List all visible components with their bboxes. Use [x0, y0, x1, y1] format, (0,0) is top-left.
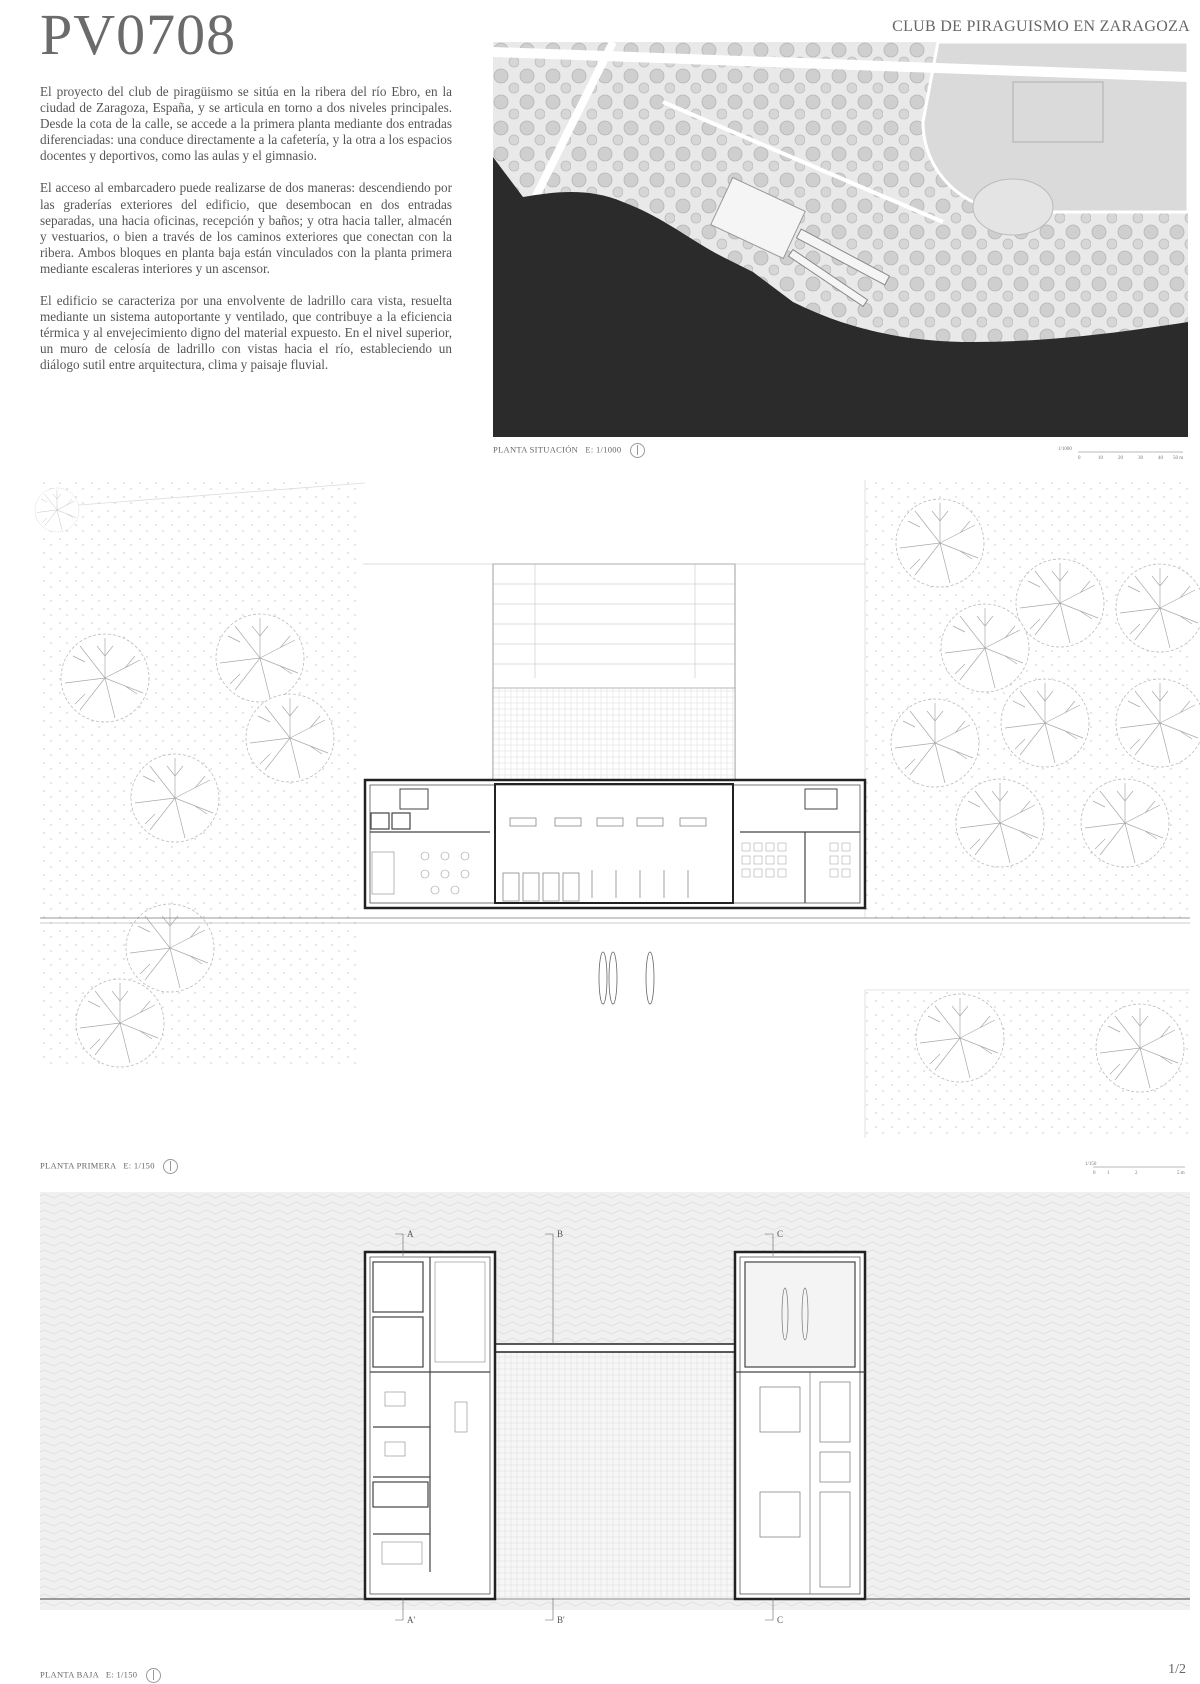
section-mark-b-prime: B'	[557, 1615, 565, 1625]
section-mark-a: A	[407, 1229, 414, 1239]
project-description	[40, 84, 452, 390]
ground-floor-caption	[40, 1668, 161, 1683]
site-plan-title: PLANTA SITUACIÓN	[493, 444, 579, 455]
ground-floor-plan	[40, 1192, 1190, 1625]
first-floor-scalebar-tick: 1	[1107, 1171, 1110, 1176]
first-floor-plan	[40, 478, 1190, 1153]
site-scalebar-tick: 30	[1138, 456, 1143, 461]
site-plan-caption	[493, 443, 645, 458]
description-paragraph-3: El edificio se caracteriza por una envolvente de ladrillo cara vista, resuelta mediante un sistema autoportante y ventilado, que contribuye a la eficiencia térmica y al envejecimiento digno del material expuesto. En el nivel superior, un muro de celosía de ladrillo con vistas hacia el río, estableciendo un diálogo sutil entre arquitectura, clima y paisaje fluvial.	[40, 293, 452, 373]
site-scalebar-tick: 0	[1078, 456, 1081, 461]
first-floor-title: PLANTA PRIMERA	[40, 1160, 117, 1171]
north-arrow-icon	[630, 443, 645, 458]
site-plan	[493, 42, 1188, 437]
description-paragraph-1: El proyecto del club de piragüismo se sitúa en la ribera del río Ebro, en la ciudad de Zaragoza, España, y se articula en torno a dos niveles principales. Desde la cota de la calle, se accede a la primera planta mediante dos entradas diferenciadas: una conduce directamente a la cafetería, y la otra a los espacios docentes y deportivos, como las aulas y el gimnasio.	[40, 84, 452, 164]
page-number: 1/2	[1168, 1662, 1186, 1677]
site-scalebar	[1058, 445, 1190, 461]
first-floor-caption	[40, 1159, 178, 1174]
section-mark-c: C	[777, 1229, 784, 1239]
description-paragraph-2: El acceso al embarcadero puede realizarse de dos maneras: descendiendo por las graderías exteriores del edificio, que desembocan en dos entradas separadas, una hacia oficinas, recepción y baños; y otra hacia taller, almacén y vestuarios, o bien a través de los caminos exteriores que conectan con la ribera. Ambos bloques en planta baja están vinculados con la planta primera mediante escaleras interiores y un ascensor.	[40, 180, 452, 276]
ground-floor-title: PLANTA BAJA	[40, 1669, 99, 1680]
first-floor-scalebar-tick: 0	[1093, 1171, 1096, 1176]
site-scalebar-tick: 40	[1158, 456, 1163, 461]
site-scalebar-tick: 50 m	[1173, 456, 1184, 461]
site-scalebar-ratio: 1/1000	[1058, 447, 1072, 452]
site-plan-scale: E: 1/1000	[585, 444, 622, 455]
ground-floor-scale: E: 1/150	[105, 1669, 138, 1680]
section-mark-b: B	[557, 1229, 564, 1239]
first-floor-scale: E: 1/150	[123, 1160, 155, 1171]
section-mark-a-prime: A'	[407, 1615, 416, 1625]
north-arrow-icon	[146, 1668, 161, 1683]
section-mark-c-prime: C	[777, 1615, 784, 1625]
site-scalebar-tick: 20	[1118, 456, 1123, 461]
first-floor-scalebar-ratio: 1/150	[1085, 1162, 1097, 1167]
site-scalebar-tick: 10	[1098, 456, 1103, 461]
first-floor-scalebar	[1085, 1160, 1190, 1176]
first-floor-scalebar-tick: 2	[1135, 1171, 1138, 1176]
north-arrow-icon	[163, 1159, 178, 1174]
first-floor-scalebar-tick: 5 m	[1177, 1171, 1185, 1176]
project-code: PV0708	[40, 2, 237, 67]
project-title: CLUB DE PIRAGUISMO EN ZARAGOZA	[892, 18, 1190, 35]
